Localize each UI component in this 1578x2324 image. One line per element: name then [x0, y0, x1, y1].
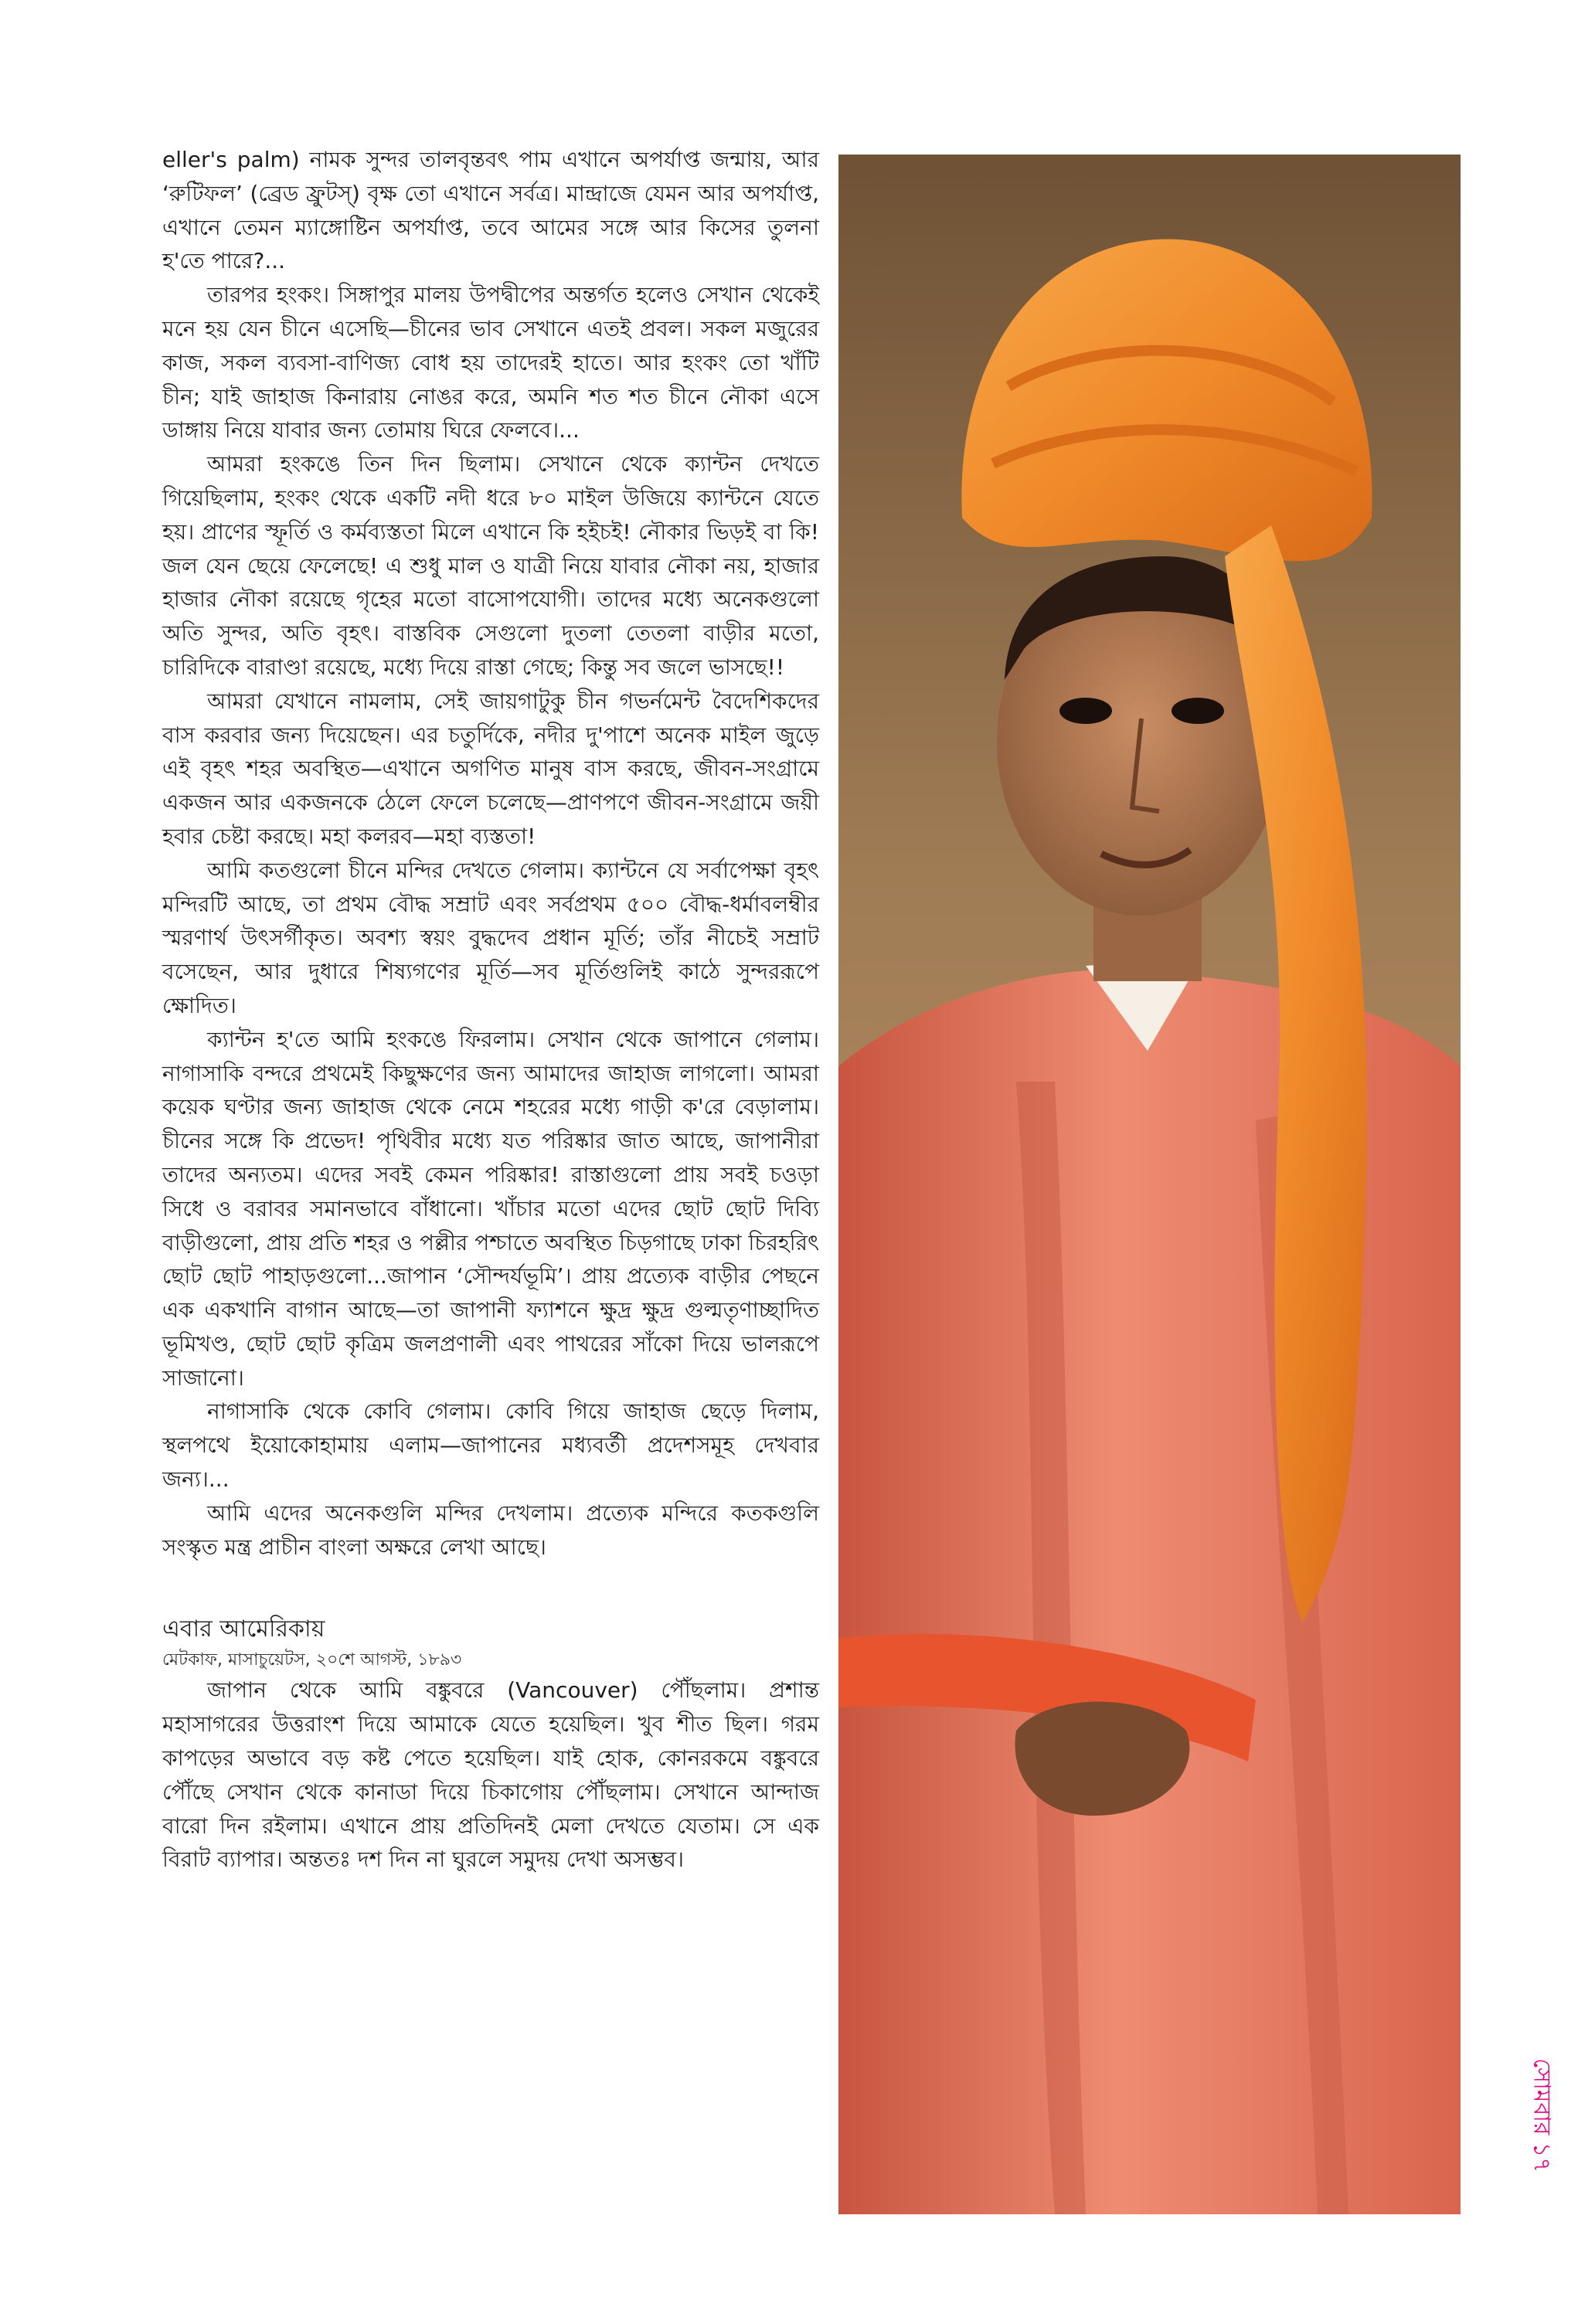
article-paragraph: আমরা যেখানে নামলাম, সেই জায়গাটুকু চীন গভর্নমেন্ট বৈদেশিকদের বাস করবার জন্য দিয়েছেন। এর চতুর্দিকে, নদীর দু'পাশে অনেক মাইল জুড়ে এই বৃহৎ শহর অবস্থিত—এখানে অগণিত মানুষ বাস করছে, জীবন-সংগ্রামে একজন আর একজনকে ঠেলে ফেলে চলেছে—প্রাণপণে জীবন-সংগ্রামে জয়ী হবার চেষ্টা করছে। মহা কলরব—মহা ব্যস্ততা!: [162, 688, 819, 849]
article-paragraph: আমি এদের অনেকগুলি মন্দির দেখলাম। প্রত্যেক মন্দিরে কতকগুলি সংস্কৃত মন্ত্র প্রাচীন বাংলা অক্ষরে লেখা আছে।: [162, 1500, 819, 1560]
article-paragraph: তারপর হংকং। সিঙ্গাপুর মালয় উপদ্বীপের অন্তর্গত হলেও সেখান থেকেই মনে হয় যেন চীনে এসেছি—চীনের ভাব সেখানে এতই প্রবল। সকল মজুরের কাজ, সকল ব্যবসা-বাণিজ্য বোধ হয় তাদেরই হাতে। আর হংকং তো খাঁটি চীন; যাই জাহাজ কিনারায় নোঙর করে, অমনি শত শত চীনে নৌকা এসে ডাঙ্গায় নিয়ে যাবার জন্য তোমায় ঘিরে ফেলবে।...: [162, 282, 819, 443]
article-paragraph: জাপান থেকে আমি বঙ্কুবরে (Vancouver) পৌঁছলাম। প্রশান্ত মহাসাগরের উত্তরাংশ দিয়ে আমাকে যেতে হয়েছিল। খুব শীত ছিল। গরম কাপড়ের অভাবে বড় কষ্ট পেতে হয়েছিল। যাই হোক, কোনরকমে বঙ্কুবরে পৌঁছে সেখান থেকে কানাডা দিয়ে চিকাগোয় পৌঁছলাম। সেখানে আন্দাজ বারো দিন রইলাম। এখানে প্রায় প্রতিদিনই মেলা দেখতে যেতাম। সে এক বিরাট ব্যাপার। অন্ততঃ দশ দিন না ঘুরলে সমুদয় দেখা অসম্ভব।: [162, 1677, 819, 1873]
article-paragraph: আমরা হংকঙে তিন দিন ছিলাম। সেখানে থেকে ক্যান্টন দেখতে গিয়েছিলাম, হংকং থেকে একটি নদী ধরে ৮০ মাইল উজিয়ে ক্যান্টনে যেতে হয়। প্রাণের স্ফূর্তি ও কর্মব্যস্ততা মিলে এখানে কি হইচই! নৌকার ভিড়ই বা কি! জল যেন ছেয়ে ফেলেছে! এ শুধু মাল ও যাত্রী নিয়ে যাবার নৌকা নয়, হাজার হাজার নৌকা রয়েছে গৃহের মতো বাসোপযোগী। তাদের মধ্যে অনেকগুলো অতি সুন্দর, অতি বৃহৎ। বাস্তবিক সেগুলো দুতলা তেতলা বাড়ীর মতো, চারিদিকে বারাণ্ডা রয়েছে, মধ্যে দিয়ে রাস্তা গেছে; কিন্তু সব জলে ভাসছে!!: [162, 451, 819, 680]
article-paragraph: ক্যান্টন হ'তে আমি হংকঙে ফিরলাম। সেখান থেকে জাপানে গেলাম। নাগাসাকি বন্দরে প্রথমেই কিছুক্ষণের জন্য আমাদের জাহাজ লাগলো। আমরা কয়েক ঘণ্টার জন্য জাহাজ থেকে নেমে শহরের মধ্যে গাড়ী ক'রে বেড়ালাম। চীনের সঙ্গে কি প্রভেদ! পৃথিবীর মধ্যে যত পরিষ্কার জাত আছে, জাপানীরা তাদের অন্যতম। এদের সবই কেমন পরিষ্কার! রাস্তাগুলো প্রায় সবই চওড়া সিধে ও বরাবর সমানভাবে বাঁধানো। খাঁচার মতো এদের ছোট ছোট দিব্যি বাড়ীগুলো, প্রায় প্রতি শহর ও পল্লীর পশ্চাতে অবস্থিত চিড়গাছে ঢাকা চিরহরিৎ ছোট ছোট পাহাড়গুলো...জাপান ‘সৌন্দর্যভূমি’। প্রায় প্রত্যেক বাড়ীর পেছনে এক একখানি বাগান আছে—তা জাপানী ফ্যাশনে ক্ষুদ্র ক্ষুদ্র গুল্মতৃণাচ্ছাদিত ভূমিখণ্ড, ছোট ছোট কৃত্রিম জলপ্রণালী এবং পাথরের সাঁকো দিয়ে ভালরূপে সাজানো।: [162, 1026, 819, 1391]
portrait-illustration: [838, 155, 1461, 2214]
article-paragraph: নাগাসাকি থেকে কোবি গেলাম। কোবি গিয়ে জাহাজ ছেড়ে দিলাম, স্থলপথে ইয়োকোহামায় এলাম—জাপানের মধ্যবর্তী প্রদেশসমূহ দেখবার জন্য।...: [162, 1398, 819, 1493]
page-folio: [1525, 2038, 1556, 2193]
article-paragraph: আমি কতগুলো চীনে মন্দির দেখতে গেলাম। ক্যান্টনে যে সর্বাপেক্ষা বৃহৎ মন্দিরটি আছে, তা প্রথম বৌদ্ধ সম্রাট এবং সর্বপ্রথম ৫০০ বৌদ্ধ-ধর্মাবলম্বীর স্মরণার্থ উৎসর্গীকৃত। অবশ্য স্বয়ং বুদ্ধদেব প্রধান মূর্তি; তাঁর নীচেই সম্রাট বসেছেন, আর দুধারে শিষ্যগণের মূর্তি—সব মূর্তিগুলিই কাঠে সুন্দররূপে ক্ষোদিত।: [162, 857, 819, 1018]
section-dateline: মেটকাফ, মাসাচুয়েটস, ২০শে আগস্ট, ১৮৯৩: [162, 1650, 462, 1670]
article-column: [162, 143, 819, 1877]
article-paragraph: eller's palm) নামক সুন্দর তালবৃন্তবৎ পাম এখানে অপর্যাপ্ত জন্মায়, আর ‘রুটিফল’ (ব্রেড ফ্রুটস্) বৃক্ষ তো এখানে সর্বত্র। মান্দ্রাজে যেমন আর অপর্যাপ্ত, এখানে তেমন ম্যাঙ্গোষ্টিন অপর্যাপ্ত, তবে আমের সঙ্গে আর কিসের তুলনা হ'তে পারে?...: [162, 147, 819, 274]
portrait-photo: [838, 155, 1461, 2214]
section-heading: এবার আমেরিকায়: [162, 1616, 325, 1643]
folio-label: সোমবার ১৭: [1528, 2058, 1556, 2173]
